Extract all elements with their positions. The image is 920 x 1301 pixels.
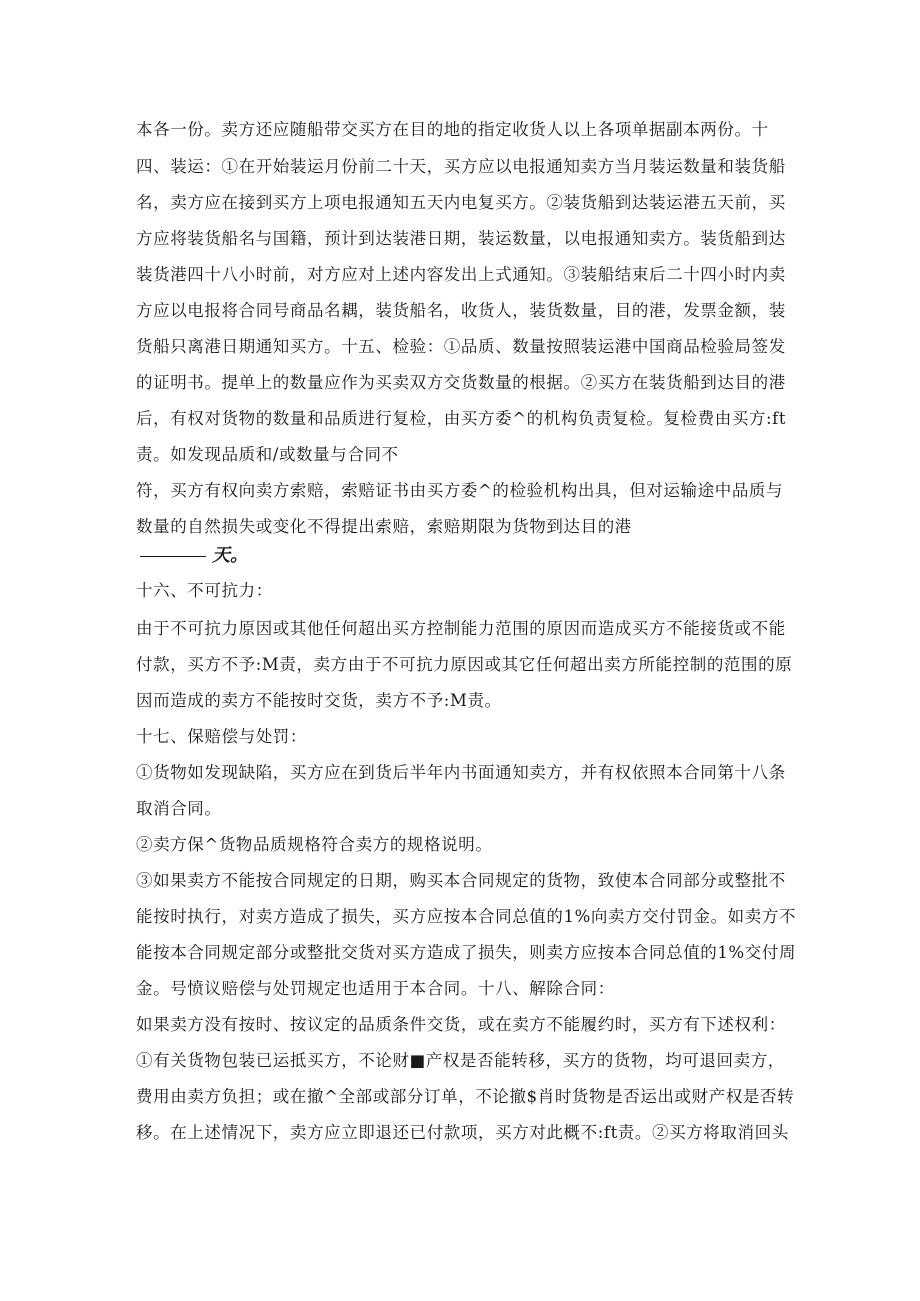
text-line: 本各一份。卖方还应随船带交买方在目的地的指定收货人以上各项单据副本两份。十 (136, 120, 769, 139)
text-line: 责。如发现品质和/或数量与合同不 (136, 445, 399, 464)
text-line: 数量的自然损失或变化不得提出索赔，索赔期限为货物到达目的港 (136, 517, 632, 536)
text-line: 取消合同。 (136, 799, 222, 818)
text-line: 名，卖方应在接到买方上项电报通知五天内电复买方。②装货船到达装运港五天前，买 (136, 193, 786, 212)
text-line: 能按时执行，对卖方造成了损失，买方应按本合同总值的1%向卖方交付罚金。如卖方不 (136, 907, 797, 926)
text-line: 费用由卖方负担；或在撤^全部或部分订单，不论撤$肖时货物是否运出或财产权是否转 (136, 1087, 795, 1106)
text-line: ①货物如发现缺陷，买方应在到货后半年内书面通知卖方，并有权依照本合同第十八条 (136, 763, 786, 782)
text-line: ②卖方保^货物品质规格符合卖方的规格说明。 (136, 835, 493, 854)
fill-in-blank (140, 556, 206, 557)
text-line: 装货港四十八小时前，对方应对上述内容发出上式通知。③装船结束后二十四小时内卖 (136, 265, 786, 284)
text-line: 货船只离港日期通知买方。十五、检验：①品质、数量按照装运港中国商品检验局签发 (136, 337, 786, 356)
days-suffix: 天。 (212, 545, 248, 566)
text-line: ③如果卖方不能按合同规定的日期，购买本合同规定的货物，致使本合同部分或整批不 (136, 871, 786, 890)
section-heading: 十七、保赔偿与处罚： (136, 727, 307, 746)
text-line: 金。号愤议赔偿与处罚规定也适用于本合同。十八、解除合同： (136, 979, 615, 998)
text-line: 的证明书。提单上的数量应作为买卖双方交货数量的根据。②买方在装货船到达目的港 (136, 373, 786, 392)
text-line: 符，买方有权向卖方索赔，索赔证书由买方委^的检验机构出具，但对运输途中品质与 (136, 481, 784, 500)
section-heading: 十六、不可抗力： (136, 581, 273, 600)
text-line: 方应以电报将合同号商品名耦，装货船名，收货人，装货数量，目的港，发票金额，装 (136, 301, 786, 320)
blank-days-line (140, 545, 248, 567)
text-line: 如果卖方没有按时、按议定的品质条件交货，或在卖方不能履约时，买方有下述权利： (136, 1015, 786, 1034)
text-line: 移。在上述情况下，卖方应立即退还已付款项，买方对此概不:ft责。②买方将取消回头 (136, 1123, 789, 1142)
text-line: 付款，买方不予:M责，卖方由于不可抗力原因或其它任何超出卖方所能控制的范围的原 (136, 655, 793, 674)
text-line: 后，有权对货物的数量和品质进行复检，由买方委^的机构负责复检。复检费由买方:ft (136, 409, 787, 428)
text-line: ①有关货物包装已运抵买方，不论财■产权是否能转移，买方的货物，均可退回卖方， (136, 1051, 785, 1070)
text-line: 由于不可抗力原因或其他任何超出买方控制能力范围的原因而造成买方不能接货或不能 (136, 619, 786, 638)
text-line: 四、装运：①在开始装运月份前二十天，买方应以电报通知卖方当月装运数量和装货船 (136, 157, 786, 176)
text-line: 方应将装货船名与国籍，预计到达装港日期，装运数量，以电报通知卖方。装货船到达 (136, 229, 786, 248)
text-line: 能按本合同规定部分或整批交货对买方造成了损失，则卖方应按本合同总值的1%交付周 (136, 943, 797, 962)
text-line: 因而造成的卖方不能按时交货，卖方不予:M责。 (136, 691, 502, 710)
